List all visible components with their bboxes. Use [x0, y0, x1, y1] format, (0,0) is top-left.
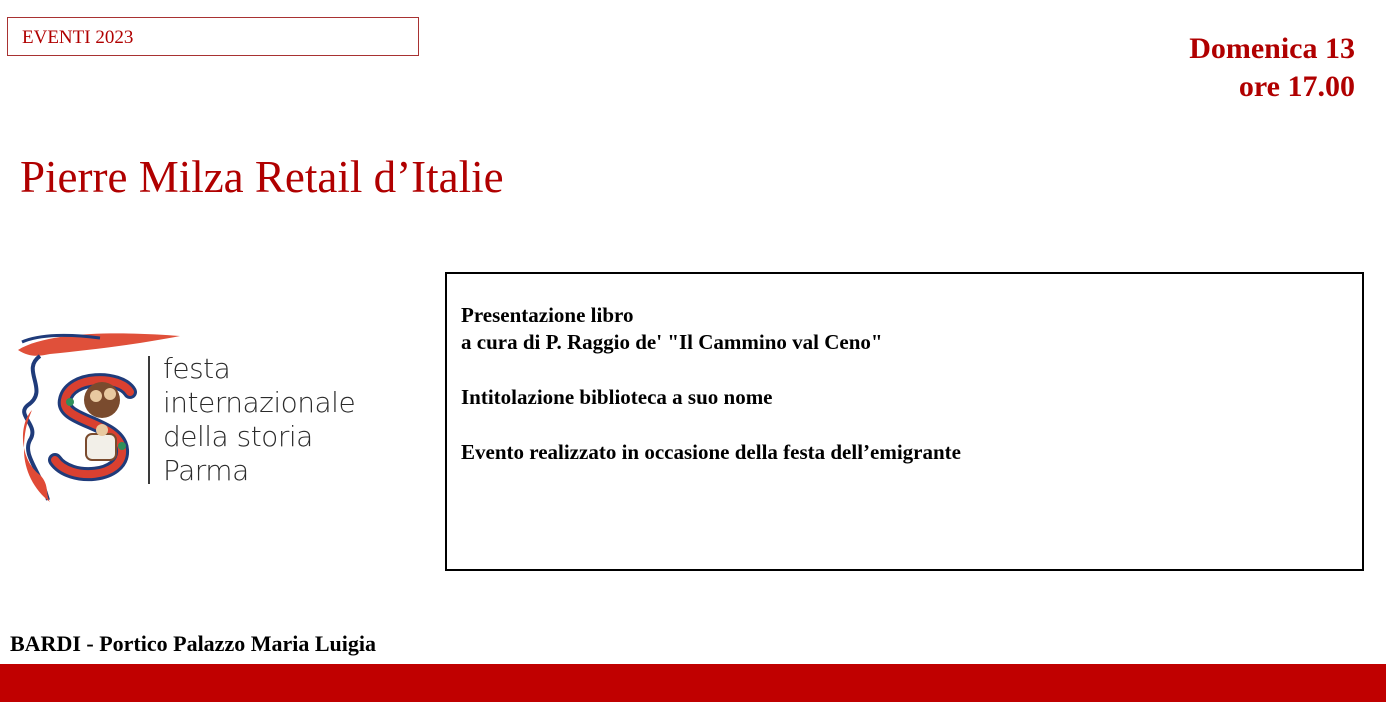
- event-year-tag: EVENTI 2023: [7, 17, 419, 56]
- festival-logo: [10, 330, 390, 505]
- illuminated-letter-s-icon: [10, 330, 185, 505]
- details-line: a cura di P. Raggio de' "Il Cammino val Ceno": [461, 330, 883, 354]
- event-time: ore 17.00: [1238, 70, 1355, 103]
- event-location: BARDI - Portico Palazzo Maria Luigia: [10, 631, 376, 656]
- details-line: Intitolazione biblioteca a suo nome: [461, 385, 773, 409]
- logo-line: della storia: [163, 420, 313, 453]
- page-title: Pierre Milza Retail d’Italie: [20, 152, 504, 202]
- event-date: Domenica 13: [1189, 32, 1355, 65]
- logo-line: internazionale: [163, 386, 356, 419]
- logo-line: Parma: [163, 454, 249, 487]
- footer-bar: [0, 664, 1386, 702]
- logo-divider: [148, 356, 150, 484]
- event-details-box: [445, 272, 1364, 571]
- event-datetime: [1189, 30, 1355, 106]
- logo-wordmark: [163, 352, 355, 488]
- logo-line: festa: [163, 352, 231, 385]
- details-line: Evento realizzato in occasione della festa dell’emigrante: [461, 440, 962, 464]
- details-line: Presentazione libro: [461, 303, 634, 327]
